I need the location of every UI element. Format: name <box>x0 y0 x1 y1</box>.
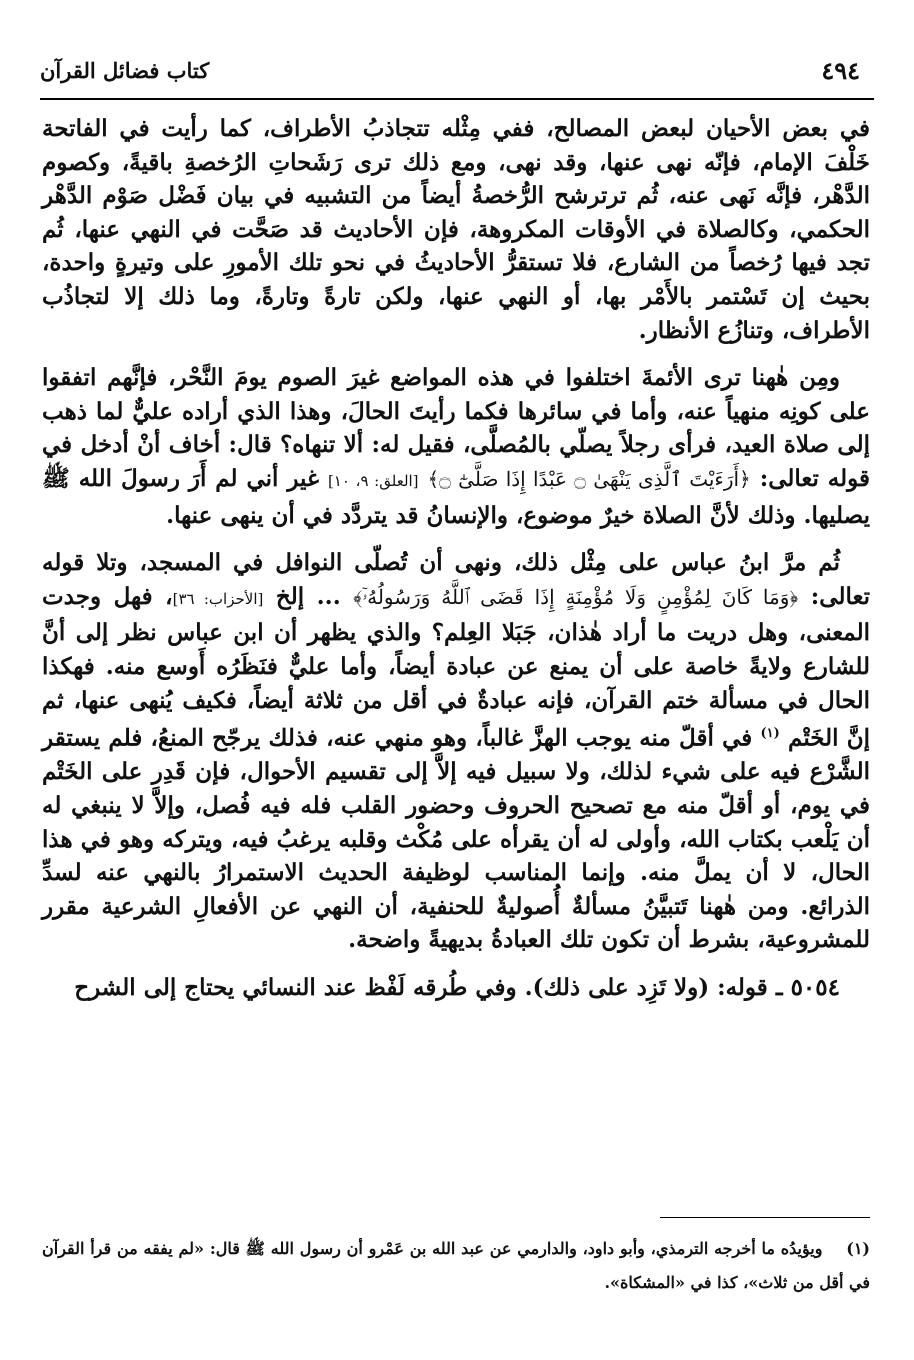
paragraph-text: ـ قوله: (ولا تَزِد على ذلك). وفي طُرقه لَفْظ عند النسائي يحتاج إلى الشرح <box>74 973 783 1001</box>
footnote-1 <box>42 1232 870 1300</box>
quran-verse: ﴿وَمَا كَانَ لِمُؤْمِنٍ وَلَا مُؤْمِنَةٍ إِذَا قَضَى ٱللَّهُ وَرَسُولُهُۥٓ﴾ <box>353 584 799 609</box>
quran-verse: ﴿أَرَءَيْتَ ٱلَّذِى يَنْهَىٰ ۝ عَبْدًا إِذَا صَلَّىٰٓ ۝﴾ <box>427 466 751 491</box>
paragraph-1 <box>42 112 870 347</box>
footnotes <box>42 1232 870 1300</box>
verse-reference: [الأحزاب: ٣٦] <box>172 589 264 608</box>
paragraph-2 <box>42 361 870 532</box>
paragraph-text: في بعض الأحيان لبعض المصالح، ففي مِثْله تتجاذبُ الأطراف، كما رأيت في الفاتحة خَلْفَ الإمام، فإنّه نهى عنها، وقد نهى، ومع ذلك ترى رَشَحاتِ الرُخصةِ باقيةً، وكصوم الدَّهْر، فإنَّه نَهى عنه، ثُم ترترشح الرُّخصةُ أيضاً من التشبيه في بيان فَضْل صَوْم الدَّهْر الحكمي، وكالصلاة في الأوقات المكروهة، فإن الأحاديث قد صَحَّت في النهي عنها، ثُم تجد فيها رُخصاً من الشارع، فلا تستقرُّ الأحاديثُ في نحو تلك الأمورِ على وتيرةٍ واحدة، بحيث إن تَسْتمر بالأَمْر بها، أو النهي عنها، ولكن تارةً وتارةً، وما ذلك إلا لتجاذُب الأطراف، وتنازُع الأنظار. <box>42 115 870 344</box>
paragraph-text: غير أني لم أَرَ رسولَ الله ﷺ يصليها. وذلك لأنَّ الصلاة خيرٌ موضوع، والإنسانُ قد يتردَّد في أن ينهى عنها. <box>42 464 870 529</box>
verse-reference: [العلق: ٩، ١٠] <box>327 471 419 490</box>
footnote-marker[interactable]: (١) <box>760 726 780 742</box>
paragraph-text: ثُم مرَّ ابنُ عباس على مِثْل ذلك، ونهى أن تُصلّى النوافل في المسجد، وتلا قوله تعالى: <box>42 549 870 610</box>
main-text <box>42 112 870 1019</box>
paragraph-text: ومِن هٰهنا ترى الأئمةَ اختلفوا في هذه المواضع غيرَ الصوم يومَ النَّحْر، فإنَّهم اتفقوا على كونِه منهياً عنه، وأما في سائرها فكما رأيتَ الحالَ، وهذا الذي أراده عليٌّ لما ذهب إلى صلاة العيد، فرأى رجلاً يصلّي بالمُصلَّى، فقيل له: ألا تنهاه؟ قال: أخاف أنْ أدخل في قوله تعالى: <box>42 364 871 492</box>
header-rule <box>40 98 874 100</box>
paragraph-text: في أقلّ منه يوجب الهزَّ غالباً، وهو منهي عنه، فذلك يرجّح المنعُ، فلم يستقر الشَّرْع فيه على شيء لذلك، ولا سبيل فيه إلاَّ إلى تقسيم الأحوال، فإن قَدِر على الخَتْم في يوم، أو أقلّ منه مع تصحيح الحروف وحضور القلب فله فيه فُصل، وإلاَّ لا ينبغي له أن يَلْعب بكتاب الله، وأولى له أن يقرأه على مُكْث وقلبه يرغبُ فيه، ويتركه وهو في هذا الحال، لا أن يملَّ منه. وإنما المناسب لوظيفة الحديث الاستمرارُ بالنهي عنه لسدِّ الذرائع. ومن هٰهنا تَتبيَّنُ مسألةٌ أُصوليةٌ للحنفية، أن النهي عن الأفعالِ الشرعية مقرر للمشروعية، بشرط أن تكون تلك العبادةُ بديهيةً واضحة. <box>42 724 870 954</box>
paragraph-text: ، فهل وجدت المعنى، وهل دريت ما أراد هٰذان، جَبَلا العِلم؟ والذي يظهر أن ابن عباس نظر إلى أنَّ للشارع ولايةً خاصة على أن يمنع عن عبادة أيضاً، وأما عليٌّ فنَظَرُه أَوسع منه. فهكذا الحال في مسألة ختم القرآن، فإنه عبادةٌ في أقل من ثلاثة أيضاً، فكيف يُنهى عنها، ثم إنَّ الخَتْم <box>42 582 871 752</box>
page-number: ٤٩٤ <box>821 56 860 85</box>
page-header <box>40 52 874 92</box>
footnote-text: ويؤيدُه ما أخرجه الترمذي، وأبو داود، والدارمي عن عبد الله بن عَمْرو أن رسول الله ﷺ قال: «لم يفقه من قرأ القرآن في أقل من ثلاث»، كذا في «المشكاة». <box>42 1239 870 1292</box>
footnote-number: (١) <box>846 1239 870 1258</box>
hadith-number: ٥٠٥٤ <box>790 973 840 1001</box>
paragraph-3 <box>42 546 870 957</box>
paragraph-4 <box>42 971 870 1005</box>
running-title: كتاب فضائل القرآن <box>40 58 210 83</box>
footnote-rule <box>660 1217 870 1218</box>
ellipsis-text: ... إلخ <box>275 582 341 610</box>
